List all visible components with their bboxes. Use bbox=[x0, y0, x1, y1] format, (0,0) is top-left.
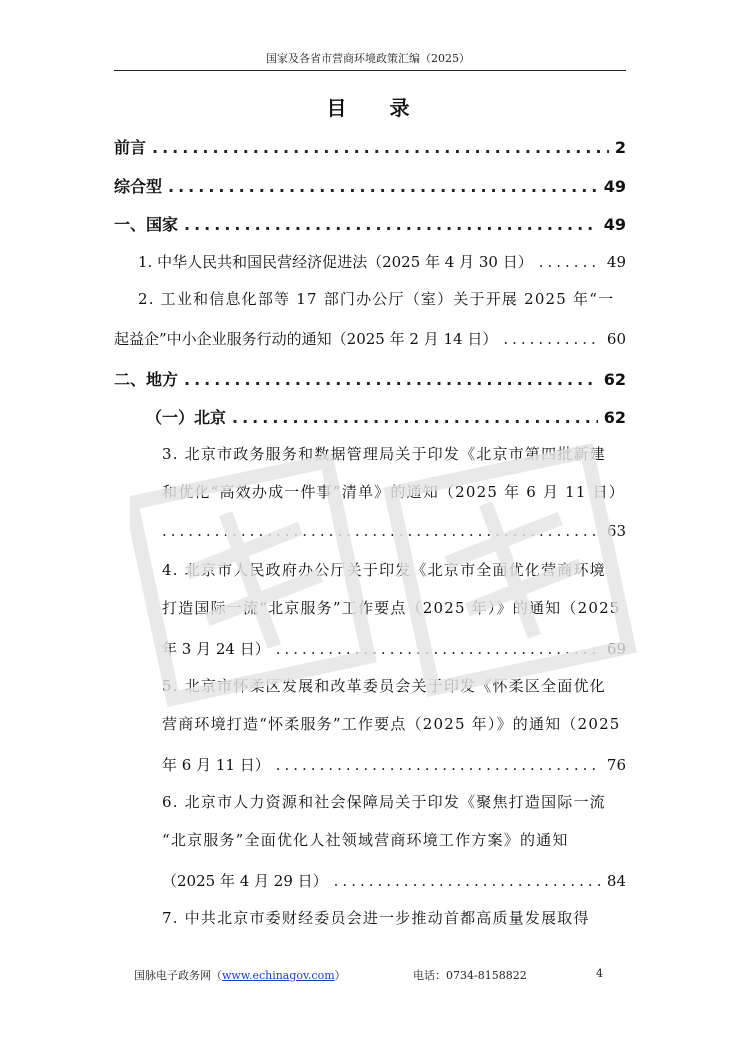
toc-entry-text: 年 3 月 24 日） bbox=[162, 640, 270, 658]
footer-site-link[interactable]: www.echinagov.com bbox=[222, 969, 335, 982]
toc-entry-text: 前言 bbox=[114, 138, 147, 157]
toc-entry-text: 1. 中华人民共和国民营经济促进法（2025 年 4 月 30 日） bbox=[138, 253, 533, 271]
toc-entry-preface[interactable] bbox=[114, 135, 626, 161]
toc-entry-item-7[interactable] bbox=[162, 899, 626, 937]
toc-page-number: 49 bbox=[603, 177, 626, 196]
header-title: 国家及各省市营商环境政策汇编（2025） bbox=[266, 52, 470, 65]
toc-entry-item-2[interactable] bbox=[138, 280, 626, 318]
toc-entry-text-line: 打造国际一流“北京服务”工作要点（2025 年）》的通知（2025 bbox=[162, 599, 621, 617]
toc-title: 目 录 bbox=[326, 96, 428, 120]
toc-entry-text: 一、国家 bbox=[114, 215, 179, 234]
toc-entry-text-line: “北京服务”全面优化人社领域营商环境工作方案》的通知 bbox=[162, 831, 569, 849]
toc-entry-text: 起益企”中小企业服务行动的通知（2025 年 2 月 14 日） bbox=[114, 330, 498, 348]
dot-leader bbox=[184, 370, 598, 389]
dot-leader bbox=[334, 872, 601, 890]
dot-leader bbox=[162, 522, 601, 540]
toc-entry-item-2-tail[interactable] bbox=[114, 328, 626, 354]
header-divider bbox=[114, 70, 626, 71]
toc-entry-beijing[interactable] bbox=[146, 405, 626, 431]
footer-page-number: 4 bbox=[596, 967, 603, 980]
toc-entry-text: 二、地方 bbox=[114, 370, 179, 389]
toc-entry-text: （一）北京 bbox=[146, 408, 227, 427]
toc-entry-item-4-tail[interactable] bbox=[162, 638, 626, 664]
toc-page-number: 76 bbox=[606, 756, 626, 774]
toc-page-number: 62 bbox=[603, 408, 626, 427]
toc-entry-item-6-tail[interactable] bbox=[162, 870, 626, 896]
toc-entry-text-line: 7. 中共北京市委财经委员会进一步推动首都高质量发展取得 bbox=[162, 909, 590, 927]
toc-entry-text: 年 6 月 11 日） bbox=[162, 756, 270, 774]
toc-entry-text-line: 营商环境打造“怀柔服务”工作要点（2025 年）》的通知（2025 bbox=[162, 715, 621, 733]
toc-page-number: 2 bbox=[614, 138, 626, 157]
dot-leader bbox=[539, 253, 601, 271]
toc-page-number: 84 bbox=[606, 872, 626, 890]
dot-leader bbox=[232, 408, 598, 427]
footer-site: 国脉电子政务网（www.echinagov.com） bbox=[134, 969, 346, 982]
toc-entry-text-line: 5. 北京市怀柔区发展和改革委员会关于印发《怀柔区全面优化 bbox=[162, 677, 606, 695]
dot-leader bbox=[152, 138, 609, 157]
toc-page-number: 69 bbox=[606, 640, 626, 658]
dot-leader bbox=[276, 640, 601, 658]
toc-entry-item-3-tail[interactable] bbox=[162, 522, 626, 548]
toc-entry-text: （2025 年 4 月 29 日） bbox=[162, 872, 328, 890]
toc-entry-local[interactable] bbox=[114, 367, 626, 393]
toc-page-number: 49 bbox=[606, 253, 626, 271]
toc-entry-text-line: 6. 北京市人力资源和社会保障局关于印发《聚焦打造国际一流 bbox=[162, 793, 606, 811]
toc-entry-text: 综合型 bbox=[114, 177, 163, 196]
toc-entry-national[interactable] bbox=[114, 212, 626, 238]
toc-entry-item-1[interactable] bbox=[138, 251, 626, 277]
dot-leader bbox=[503, 330, 601, 348]
dot-leader bbox=[168, 177, 598, 196]
toc-entry-item-6[interactable] bbox=[162, 783, 626, 859]
toc-entry-item-4[interactable] bbox=[162, 551, 626, 627]
dot-leader bbox=[184, 215, 598, 234]
toc-entry-text-line: 和优化“高效办成一件事”清单》的通知（2025 年 6 月 11 日） bbox=[162, 483, 625, 501]
toc-entry-text-line: 4. 北京市人民政府办公厅关于印发《北京市全面优化营商环境 bbox=[162, 561, 606, 579]
toc-entry-comprehensive[interactable] bbox=[114, 174, 626, 200]
toc-entry-item-3[interactable] bbox=[162, 435, 626, 511]
toc-entry-item-5[interactable] bbox=[162, 667, 626, 743]
toc-page-number: 60 bbox=[606, 330, 626, 348]
footer-phone: 电话：0734-8158822 bbox=[413, 969, 527, 982]
toc-entry-text-line: 2. 工业和信息化部等 17 部门办公厅（室）关于开展 2025 年“一 bbox=[138, 290, 615, 308]
toc-page-number: 62 bbox=[603, 370, 626, 389]
dot-leader bbox=[276, 756, 601, 774]
toc-page-number: 49 bbox=[603, 215, 626, 234]
toc-entry-text-line: 3. 北京市政务服务和数据管理局关于印发《北京市第四批新建 bbox=[162, 445, 606, 463]
toc-page-number: 63 bbox=[606, 522, 626, 540]
toc-entry-item-5-tail[interactable] bbox=[162, 754, 626, 780]
